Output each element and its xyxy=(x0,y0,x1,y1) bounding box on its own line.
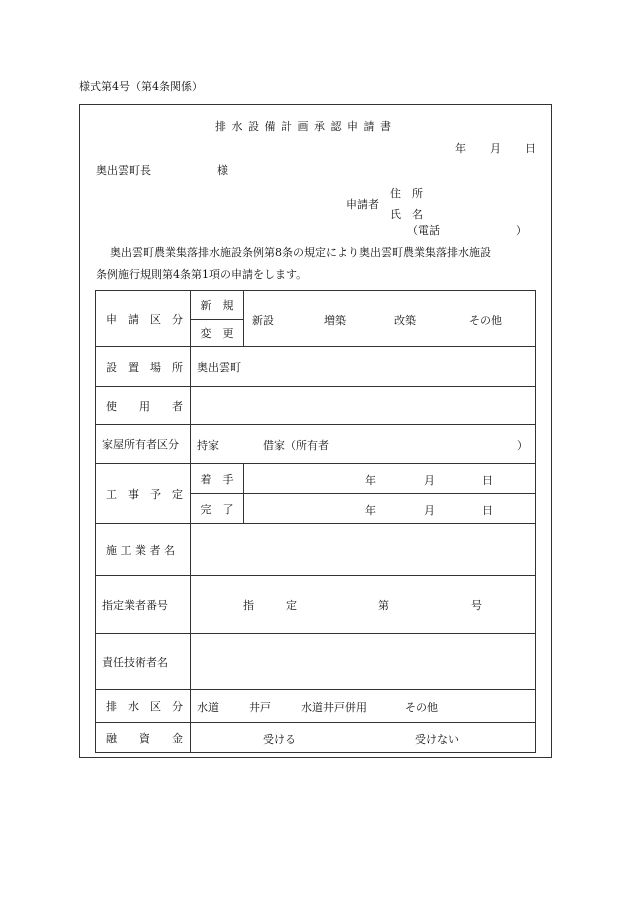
category-option-new[interactable]: 新設 xyxy=(252,314,274,327)
drainage-option-water[interactable]: 水道 xyxy=(197,701,219,714)
user-field[interactable] xyxy=(191,387,536,425)
schedule-start-day: 日 xyxy=(482,474,493,487)
category-option-renovation[interactable]: 改築 xyxy=(394,314,416,327)
category-new: 新 規 xyxy=(191,291,244,320)
schedule-end-day: 日 xyxy=(482,504,493,517)
location-label-cell xyxy=(96,347,191,387)
schedule-end-label: 完 了 xyxy=(191,494,244,524)
schedule-label: 工 事 予 定 xyxy=(106,487,183,501)
loan-option-not-receive[interactable]: 受けない xyxy=(415,733,459,746)
owner-option-own[interactable]: 持家 xyxy=(197,439,219,452)
applicant-address-label: 住 所 xyxy=(390,187,423,200)
schedule-end-year: 年 xyxy=(365,504,376,517)
body-text-line2: 条例施行規則第4条第1項の申請をします。 xyxy=(96,268,308,281)
category-label: 申 請 区 分 xyxy=(106,312,183,326)
schedule-label-cell xyxy=(96,464,191,524)
drainage-label: 排 水 区 分 xyxy=(106,700,183,713)
form-number: 様式第4号（第4条関係） xyxy=(79,80,203,93)
date-month: 月 xyxy=(490,142,501,155)
drainage-label-cell xyxy=(96,690,191,723)
designated-a: 指 xyxy=(243,599,254,612)
designated-label: 指定業者番号 xyxy=(96,576,191,634)
form-title: 排 水 設 備 計 画 承 認 申 請 書 xyxy=(215,120,392,133)
designated-d: 号 xyxy=(471,599,482,612)
schedule-start-year: 年 xyxy=(365,474,376,487)
schedule-start-date[interactable] xyxy=(244,464,536,494)
owner-option-rent[interactable]: 借家（所有者 xyxy=(263,439,329,452)
owner-rent-close: ） xyxy=(517,439,528,452)
applicant-phone-close: ） xyxy=(516,224,527,237)
user-label-cell xyxy=(96,387,191,425)
contractor-label-cell xyxy=(96,524,191,576)
category-change: 変 更 xyxy=(191,319,244,347)
schedule-end-month: 月 xyxy=(424,504,435,517)
category-label-cell xyxy=(96,291,191,347)
loan-label-cell xyxy=(96,723,191,753)
drainage-option-combined[interactable]: 水道井戸併用 xyxy=(301,701,367,714)
addressee-name: 奥出雲町長 xyxy=(96,164,151,177)
contractor-field[interactable] xyxy=(191,524,536,576)
applicant-label: 申請者 xyxy=(346,198,379,211)
date-year: 年 xyxy=(455,142,466,155)
location-label: 設 置 場 所 xyxy=(106,360,183,374)
schedule-start-month: 月 xyxy=(424,474,435,487)
user-label: 使 用 者 xyxy=(106,399,183,413)
category-option-other[interactable]: その他 xyxy=(469,314,502,327)
loan-label: 融 資 金 xyxy=(106,731,183,745)
loan-options-cell xyxy=(191,723,536,753)
owner-label: 家屋所有者区分 xyxy=(96,425,191,464)
category-options-cell xyxy=(244,291,536,347)
loan-option-receive[interactable]: 受ける xyxy=(263,733,296,746)
applicant-name-label: 氏 名 xyxy=(390,208,423,221)
drainage-option-well[interactable]: 井戸 xyxy=(249,701,271,714)
engineer-field[interactable] xyxy=(191,634,536,690)
drainage-option-other[interactable]: その他 xyxy=(405,701,438,714)
designated-c: 第 xyxy=(378,599,389,612)
addressee-honorific: 様 xyxy=(217,164,228,177)
owner-options-cell xyxy=(191,425,536,464)
schedule-start-label: 着 手 xyxy=(191,464,244,494)
schedule-end-date[interactable] xyxy=(244,494,536,524)
date-day: 日 xyxy=(525,142,536,155)
category-option-extension[interactable]: 増築 xyxy=(324,314,346,327)
applicant-phone-label: （電話 xyxy=(407,224,440,237)
designated-cell[interactable] xyxy=(191,576,536,634)
application-table xyxy=(95,290,536,753)
designated-b: 定 xyxy=(286,599,297,612)
contractor-label: 施 工 業 者 名 xyxy=(106,543,175,557)
location-value[interactable]: 奥出雲町 xyxy=(191,347,536,387)
body-text-line1: 奥出雲町農業集落排水施設条例第8条の規定により奥出雲町農業集落排水施設 xyxy=(110,246,491,259)
drainage-options-cell xyxy=(191,690,536,723)
engineer-label: 責任技術者名 xyxy=(96,634,191,690)
